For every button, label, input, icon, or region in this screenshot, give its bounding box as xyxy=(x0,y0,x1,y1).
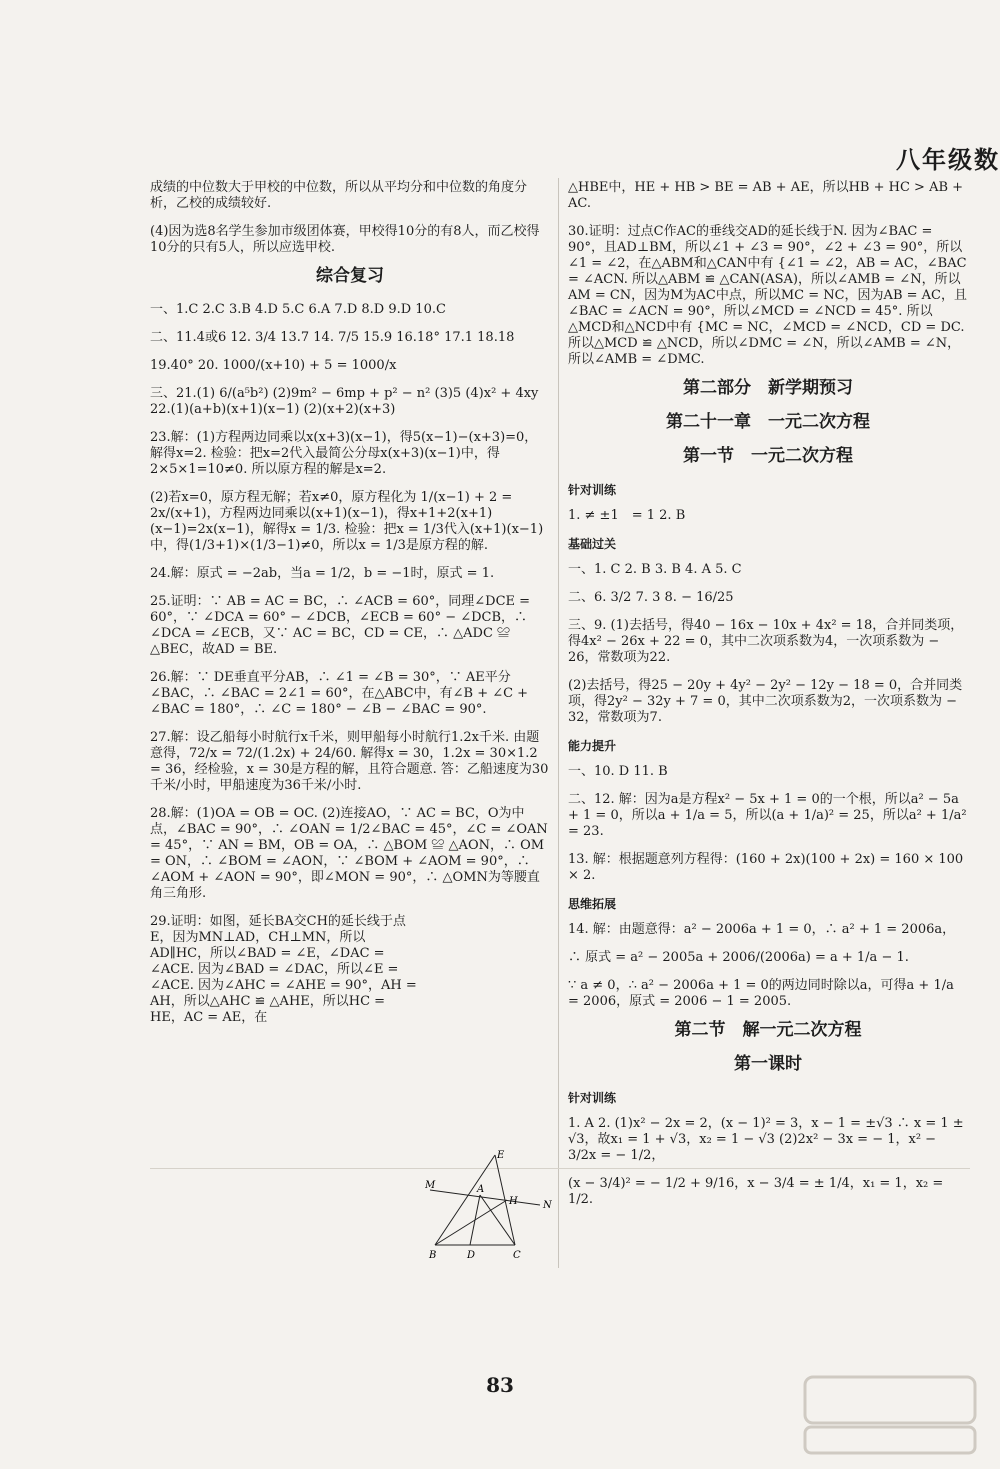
answer-line: 一、1.C 2.C 3.B 4.D 5.C 6.A 7.D 8.D 9.D 10.C xyxy=(150,302,446,317)
sub-label: 能力提升 xyxy=(568,739,617,753)
answer-line: 19.40° 20. 1000/(x+10) + 5 = 1000/x xyxy=(150,358,397,373)
figure-label: D xyxy=(467,1250,476,1261)
answer-line: 25.证明：∵ AB = AC = BC，∴ ∠ACB = 60°，同理∠DCE = 60°，∵ ∠DCA = 60° − ∠DCB，∠ECB = 60° − ∠DCB，∴ ∠DCA = ∠ECB，又∵ AC = BC，CD = CE，∴ △ADC ≌ △BEC，故AD = BE. xyxy=(150,594,531,657)
answer-line: (2)若x=0，原方程无解；若x≠0，原方程化为 1/(x−1) + 2 = 2x/(x+1)，方程两边同乘以(x+1)(x−1)，得x+1+2(x+1)(x−1)=2x(x−1)，解得x = 1/3. 检验：把x = 1/3代入(x+1)(x−1)中，得(1/3+1)×(1/3−1)≠0，所以x = 1/3是原方程的解. xyxy=(150,490,544,553)
right-top-line: 30.证明：过点C作AC的垂线交AD的延长线于N. 因为∠BAC = 90°，且AD⊥BM，所以∠1 + ∠3 = 90°，∠2 + ∠3 = 90°，所以∠1 = ∠2，在△ABM和△CAN中有 {∠1 = ∠2，AB = AC，∠BAC = ∠ACN. 所以△ABM ≌ △CAN(ASA)，所以∠AMB = ∠N，所以AM = CN，因为M为AC中点，所以MC = NC，因为AB = AC，且∠BAC = ∠ACN = 90°，所以∠MCD = ∠NCD = 45°. 所以△MCD和△NCD中有 {MC = NC，∠MCD = ∠NCD，CD = DC. 所以△MCD ≌ △NCD，所以∠DMC = ∠N，所以∠AMB = ∠N，所以∠AMB = ∠DMC. xyxy=(568,224,967,367)
answer-line: ∵ a ≠ 0，∴ a² − 2006a + 1 = 0的两边同时除以a，可得a + 1/a = 2006，原式 = 2006 − 1 = 2005. xyxy=(568,978,954,1009)
figure-label: A xyxy=(477,1184,485,1195)
answer-line: 14. 解：由题意得：a² − 2006a + 1 = 0，∴ a² + 1 = 2006a， xyxy=(568,922,956,937)
right-top-line: △HBE中，HE + HB > BE = AB + AE，所以HB + HC > AB + AC. xyxy=(568,180,964,211)
sub-label: 基础过关 xyxy=(568,537,617,551)
answer-line: 29.证明：如图，延长BA交CH的延长线于点E，因为MN⊥AD，CH⊥MN，所以AD∥HC，所以∠BAD = ∠E，∠DAC = ∠ACE. 因为∠BAD = ∠DAC，所以∠E = ∠ACE. 因为∠AHC = ∠AHE = 90°，AH = AH，所以△AHC ≌ △AHE，所以HC = HE，AC = AE，在 xyxy=(150,914,417,1025)
section-title: 综合复习 xyxy=(316,266,384,286)
page-number: 83 xyxy=(486,1373,514,1397)
chapter-title: 第二十一章 一元二次方程 xyxy=(666,412,870,432)
answer-line: 三、9. (1)去括号，得40 − 16x − 10x + 4x² = 18，合并同类项，得4x² − 26x + 22 = 0，其中二次项系数为4，一次项系数为 − 26，常数项为22. xyxy=(568,618,964,665)
answer-line: ∴ 原式 = a² − 2005a + 2006/(2006a) = a + 1/a − 1. xyxy=(568,950,909,965)
answer-line: 1. ≠ ±1 = 1 2. B xyxy=(568,508,686,523)
left-top-line: (4)因为选8名学生参加市级团体赛，甲校得10分的有8人，而乙校得10分的只有5人，所以应选甲校. xyxy=(150,224,540,255)
left-top-line: 成绩的中位数大于甲校的中位数，所以从平均分和中位数的角度分析，乙校的成绩较好. xyxy=(150,180,528,211)
answer-line: 三、21.(1) 6/(a⁵b²) (2)9m² − 6mp + p² − n² (3)5 (4)x² + 4xy 22.(1)(a+b)(x+1)(x−1) (2)(x+2)(x+3) xyxy=(150,386,539,417)
answer-line: 27.解：设乙船每小时航行x千米，则甲船每小时航行1.2x千米. 由题意得，72/x = 72/(1.2x) + 24/60. 解得x = 30，1.2x = 30×1.2 = 36，经检验，x = 30是方程的解，且符合题意. 答：乙船速度为30千米/小时，甲船速度为36千米/小时. xyxy=(150,730,549,793)
section1-title: 第一节 一元二次方程 xyxy=(683,446,853,466)
left-column xyxy=(150,180,550,1038)
sub-label: 针对训练 xyxy=(568,1091,617,1105)
figure-label: C xyxy=(513,1250,521,1261)
answer-line: 1. A 2. (1)x² − 2x = 2，(x − 1)² = 3，x − 1 = ±√3 ∴ x = 1 ± √3，故x₁ = 1 + √3，x₂ = 1 − √3 (2)2x² − 3x = − 1，x² − 3/2x = − 1/2， xyxy=(568,1116,964,1163)
answer-line: 二、11.4或6 12. 3/4 13.7 14. 7/5 15.9 16.18° 17.1 18.18 xyxy=(150,330,515,345)
figure-label: H xyxy=(509,1196,518,1207)
part-title: 第二部分 新学期预习 xyxy=(683,378,853,398)
answer-line: 13. 解：根据题意列方程得：(160 + 2x)(100 + 2x) = 160 × 100 × 2. xyxy=(568,852,964,883)
section2-title: 第二节 解一元二次方程 xyxy=(674,1020,862,1040)
answer-line: 二、6. 3/2 7. 3 8. − 16/25 xyxy=(568,590,734,605)
figure-label: E xyxy=(497,1150,505,1161)
answer-line: 23.解：(1)方程两边同乘以x(x+3)(x−1)，得5(x−1)−(x+3)=0，解得x=2. 检验：把x=2代入最简公分母x(x+3)(x−1)中，得2×5×1=10≠0. 所以原方程的解是x=2. xyxy=(150,430,538,477)
answer-line: (2)去括号，得25 − 20y + 4y² − 2y² − 12y − 18 = 0，合并同类项，得2y² − 32y + 7 = 0，其中二次项系数为2，一次项系数为 − 32，常数项为7. xyxy=(568,678,963,725)
watermark-logo xyxy=(800,1369,980,1459)
answer-line: 二、12. 解：因为a是方程x² − 5x + 1 = 0的一个根，所以a² − 5a + 1 = 0，所以a + 1/a = 5，所以(a + 1/a)² = 25，所以a² + 1/a² = 23. xyxy=(568,792,967,839)
lesson-title: 第一课时 xyxy=(734,1054,802,1074)
figure-label: B xyxy=(429,1250,437,1261)
answer-line: 26.解：∵ DE垂直平分AB，∴ ∠1 = ∠B = 30°，∵ AE平分∠BAC，∴ ∠BAC = 2∠1 = 60°，在△ABC中，有∠B + ∠C + ∠BAC = 180°，∴ ∠C = 180° − ∠B − ∠BAC = 90°. xyxy=(150,670,529,717)
answer-line: (x − 3/4)² = − 1/2 + 9/16，x − 3/4 = ± 1/4，x₁ = 1，x₂ = 1/2. xyxy=(568,1176,944,1207)
answer-line: 24.解：原式 = −2ab，当a = 1/2，b = −1时，原式 = 1. xyxy=(150,566,495,581)
answer-line: 一、1. C 2. B 3. B 4. A 5. C xyxy=(568,562,742,577)
figure-label: M xyxy=(425,1180,436,1191)
right-column xyxy=(568,180,968,1220)
sub-label: 思维拓展 xyxy=(568,897,617,911)
figure-label: N xyxy=(543,1200,552,1211)
column-divider xyxy=(558,178,559,1268)
answer-line: 一、10. D 11. B xyxy=(568,764,668,779)
answer-line: 28.解：(1)OA = OB = OC. (2)连接AO，∵ AC = BC，O为中点，∠BAC = 90°，∴ ∠OAN = 1/2∠BAC = 45°，∠C = ∠OAN = 45°，∵ AN = BM，OB = OA，∴ △BOM ≌ △AON，∴ OM = ON，∴ ∠BOM = ∠AON，∵ ∠BOM + ∠AOM = 90°，∴ ∠AOM + ∠AON = 90°，即∠MON = 90°，∴ △OMN为等腰直角三角形. xyxy=(150,806,548,901)
geometry-figure xyxy=(425,1150,555,1270)
sub-label: 针对训练 xyxy=(568,483,617,497)
page-header: 八年级数 xyxy=(896,145,1000,174)
